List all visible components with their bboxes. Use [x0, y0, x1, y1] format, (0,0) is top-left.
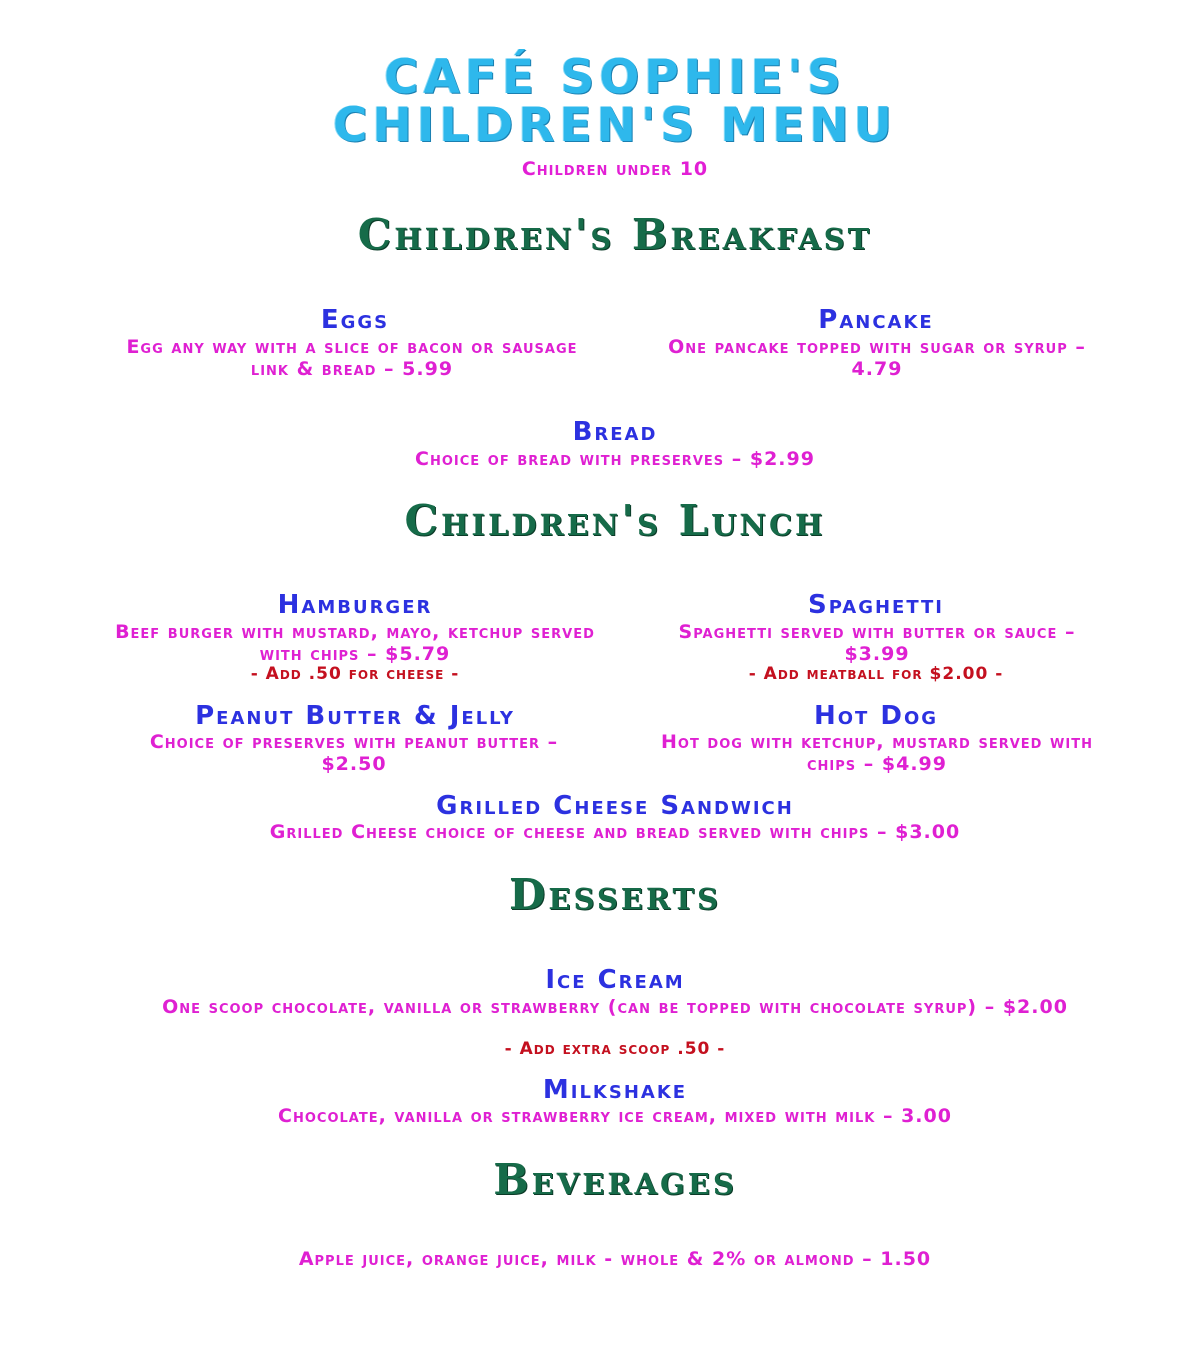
section-heading-lunch: Children's Lunch: [404, 496, 826, 545]
section-heading-desserts: Desserts: [509, 870, 721, 919]
item-desc-spaghetti: Spaghetti served with butter or sauce – $3.99: [678, 621, 1076, 665]
section-heading-beverages: Beverages: [493, 1155, 737, 1204]
item-name-milkshake: Milkshake: [542, 1075, 688, 1105]
item-name-hamburger: Hamburger: [277, 590, 433, 620]
item-name-ice-cream: Ice Cream: [545, 965, 685, 995]
item-name-grilled-cheese: Grilled Cheese Sandwich: [436, 791, 794, 821]
item-addon-ice-cream: - Add extra scoop .50 -: [504, 1039, 726, 1059]
item-desc-hamburger: Beef burger with mustard, mayo, ketchup served with chips – $5.79: [115, 621, 595, 665]
item-desc-hotdog: Hot dog with ketchup, mustard served with chips – $4.99: [661, 731, 1093, 775]
item-desc-grilled-cheese: Grilled Cheese choice of cheese and bread served with chips – $3.00: [269, 821, 961, 843]
item-desc-bread: Choice of bread with preserves – $2.99: [415, 448, 815, 470]
item-addon-spaghetti: - Add meatball for $2.00 -: [748, 664, 1004, 684]
beverages-desc: Apple juice, orange juice, milk - whole & 2% or almond – 1.50: [298, 1248, 932, 1270]
item-desc-eggs: Egg any way with a slice of bacon or sausage link & bread – 5.99: [126, 336, 578, 380]
item-name-bread: Bread: [572, 417, 658, 447]
menu-title-line1: CAFÉ SOPHIE'S: [384, 50, 846, 105]
menu-title-line2: CHILDREN'S MENU: [333, 98, 897, 153]
item-addon-hamburger: - Add .50 for cheese -: [250, 664, 460, 684]
item-name-hotdog: Hot Dog: [813, 701, 939, 731]
menu-subtitle: Children under 10: [521, 158, 709, 180]
item-desc-ice-cream: One scoop chocolate, vanilla or strawberry (can be topped with chocolate syrup) – $2.00: [162, 996, 1068, 1018]
item-name-spaghetti: Spaghetti: [808, 590, 944, 620]
section-heading-breakfast: Children's Breakfast: [357, 210, 873, 259]
item-name-pancake: Pancake: [818, 305, 934, 335]
item-name-pbj: Peanut Butter & Jelly: [195, 701, 515, 731]
item-name-eggs: Eggs: [320, 305, 390, 335]
item-desc-pbj: Choice of preserves with peanut butter – $2.50: [149, 731, 559, 775]
item-desc-pancake: One pancake topped with sugar or syrup – 4.79: [668, 336, 1086, 380]
item-desc-milkshake: Chocolate, vanilla or strawberry ice cream, mixed with milk – 3.00: [278, 1105, 952, 1127]
